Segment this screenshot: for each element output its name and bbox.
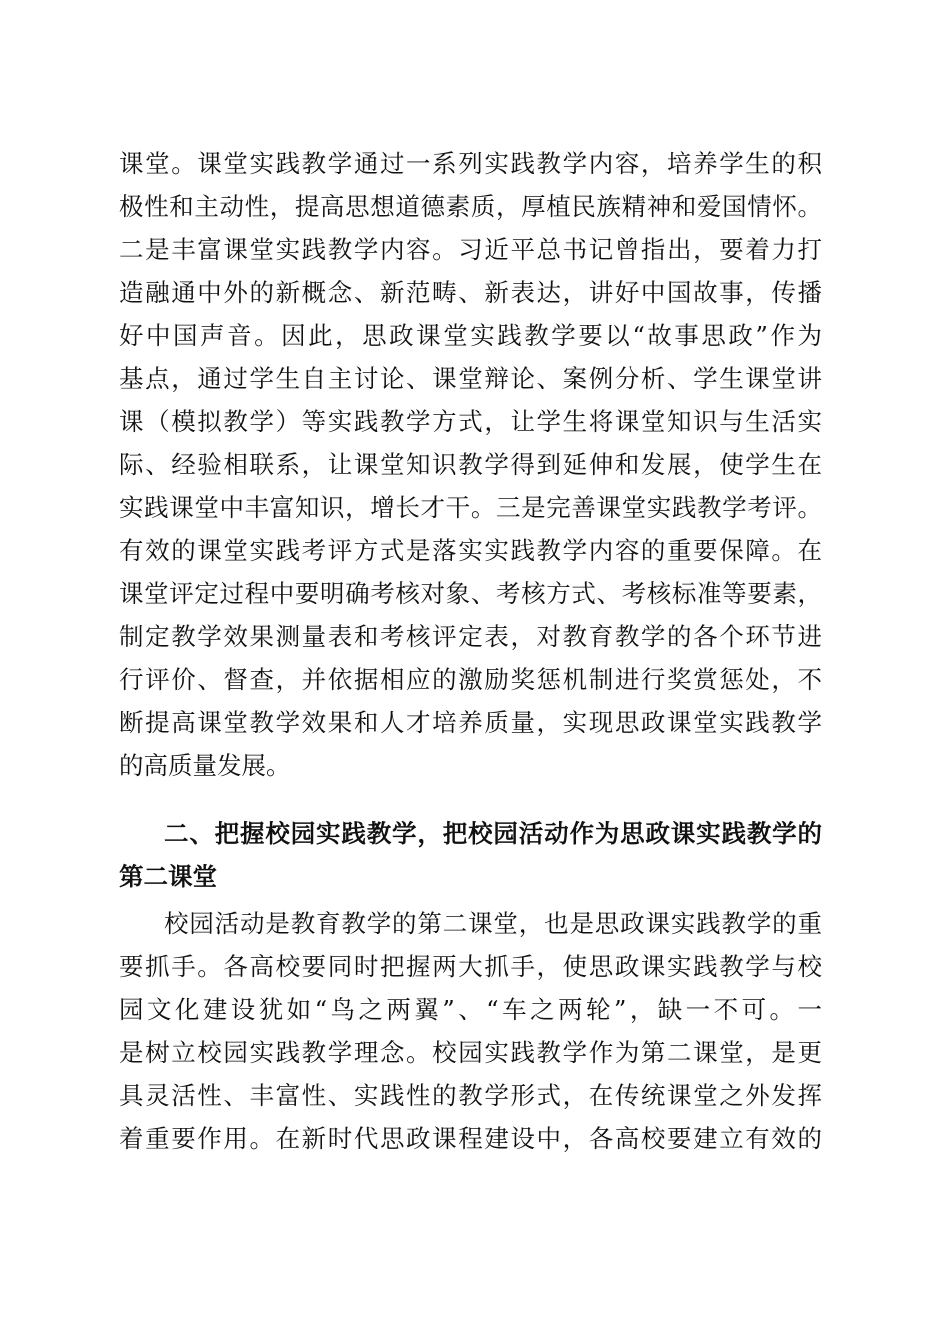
paragraph-line: 是树立校园实践教学理念。校园实践教学作为第二课堂，是更	[119, 1038, 822, 1067]
paragraph-line: 实践课堂中丰富知识，增长才干。三是完善课堂实践教学考评。	[119, 493, 822, 522]
paragraph-line: 有效的课堂实践考评方式是落实实践教学内容的重要保障。在	[119, 536, 822, 565]
paragraph-line: 造融通中外的新概念、新范畴、新表达，讲好中国故事，传播	[119, 278, 822, 307]
section-heading: 第二课堂	[119, 862, 217, 891]
paragraph-line: 好中国声音。因此，思政课堂实践教学要以“故事思政”作为	[119, 321, 822, 350]
paragraph-line: 的高质量发展。	[119, 751, 291, 780]
section-heading: 二、把握校园实践教学，把校园活动作为思政课实践教学的	[164, 819, 822, 848]
paragraph-line: 极性和主动性，提高思想道德素质，厚植民族精神和爱国情怀。	[119, 192, 822, 221]
paragraph-line: 校园活动是教育教学的第二课堂，也是思政课实践教学的重	[164, 909, 822, 938]
paragraph-line: 着重要作用。在新时代思政课程建设中，各高校要建立有效的	[119, 1124, 822, 1153]
paragraph-line: 行评价、督查，并依据相应的激励奖惩机制进行奖赏惩处，不	[119, 665, 822, 694]
paragraph-line: 园文化建设犹如“鸟之两翼”、“车之两轮”，缺一不可。一	[119, 995, 822, 1024]
paragraph-line: 课（模拟教学）等实践教学方式，让学生将课堂知识与生活实	[119, 407, 822, 436]
paragraph-line: 具灵活性、丰富性、实践性的教学形式，在传统课堂之外发挥	[119, 1081, 822, 1110]
paragraph-line: 际、经验相联系，让课堂知识教学得到延伸和发展，使学生在	[119, 450, 822, 479]
paragraph-line: 课堂评定过程中要明确考核对象、考核方式、考核标准等要素，	[119, 579, 822, 608]
paragraph-line: 课堂。课堂实践教学通过一系列实践教学内容，培养学生的积	[119, 149, 822, 178]
paragraph-line: 二是丰富课堂实践教学内容。习近平总书记曾指出，要着力打	[119, 235, 822, 264]
paragraph-line: 基点，通过学生自主讨论、课堂辩论、案例分析、学生课堂讲	[119, 364, 822, 393]
paragraph-line: 要抓手。各高校要同时把握两大抓手，使思政课实践教学与校	[119, 952, 822, 981]
paragraph-line: 制定教学效果测量表和考核评定表，对教育教学的各个环节进	[119, 622, 822, 651]
paragraph-line: 断提高课堂教学效果和人才培养质量，实现思政课堂实践教学	[119, 708, 822, 737]
